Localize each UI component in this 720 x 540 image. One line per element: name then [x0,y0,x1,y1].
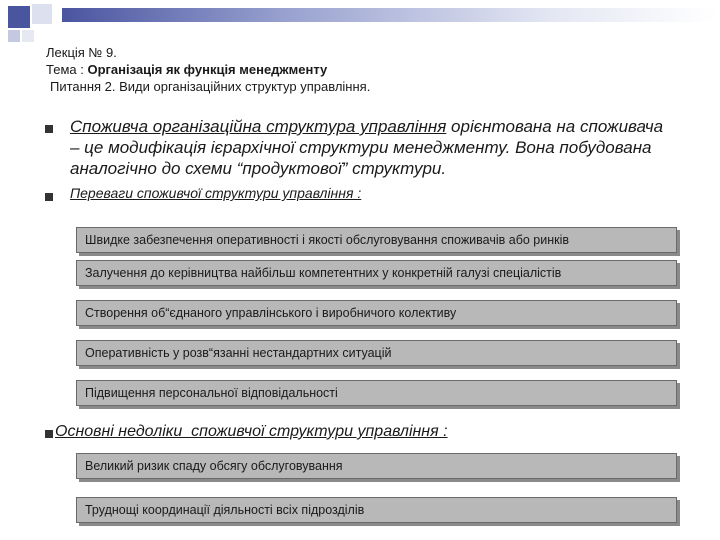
topic-prefix: Тема : [46,62,84,77]
lecture-number: Лекція № 9. [46,45,117,60]
advantage-box-3: Створення об“єднаного управлінського і виробничого колективу [76,300,677,326]
advantages-heading: Переваги споживчої структури управління : [70,185,362,201]
question-line: Питання 2. Види організаційних структур управління. [50,79,371,94]
drawbacks-heading-line [55,422,448,442]
decor-square-4 [22,30,34,42]
advantage-box-2: Залучення до керівництва найбільш компетентних у конкретній галузі спеціалістів [76,260,677,286]
bullet-1-text [70,116,670,179]
bullet-marker-2 [45,193,53,201]
advantage-box-5: Підвищення персональної відповідальності [76,380,677,406]
topic-line [46,61,370,78]
decor-square-1 [8,6,30,28]
structure-name: Споживча організаційна структура управління [70,117,447,136]
decor-square-2 [32,4,52,24]
advantage-box-4: Оперативність у розв“язанні нестандартних ситуацій [76,340,677,366]
bullet-marker-1 [45,125,53,133]
drawback-box-2: Труднощі координації діяльності всіх підрозділів [76,497,677,523]
header-gradient-bar [62,8,716,22]
topic-title: Організація як функція менеджменту [87,62,328,77]
bullet-marker-3 [45,430,53,438]
decor-square-3 [8,30,20,42]
drawbacks-heading: Основні недоліки споживчої структури управління : [55,423,448,440]
drawback-box-1: Великий ризик спаду обсягу обслуговування [76,453,677,479]
structure-description: орієнтована на споживача – це модифікація ієрархічної структури менеджменту. Вона побудована аналогічно до схеми “продуктової” структури. [70,117,664,178]
advantage-box-1: Швидке забезпечення оперативності і якості обслуговування споживачів або ринків [76,227,677,253]
slide-header [46,44,370,95]
